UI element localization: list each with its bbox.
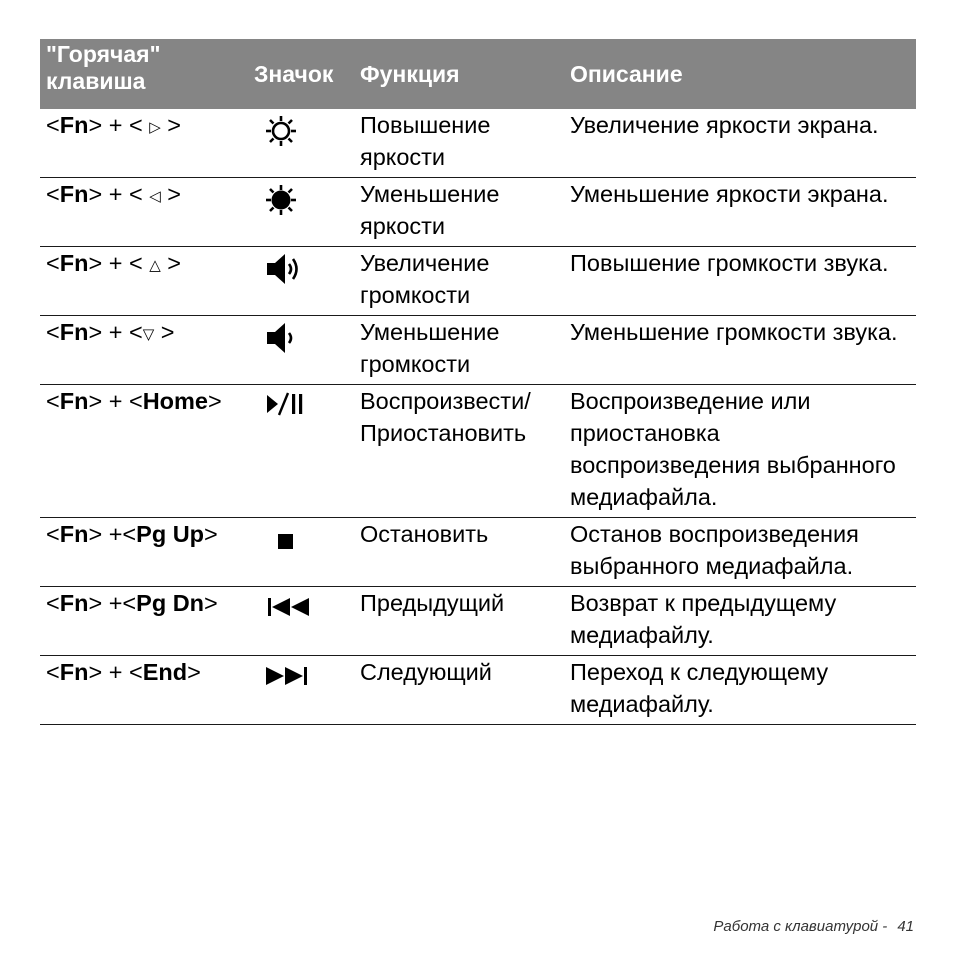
hotkey-cell [40, 518, 246, 587]
key-bracket: < [46, 388, 60, 414]
icon-cell [246, 385, 354, 518]
hotkey-cell [40, 316, 246, 385]
function-cell: Повышение яркости [360, 112, 491, 170]
description-cell: Переход к следующему медиафайлу. [570, 659, 829, 717]
header-hotkey [40, 39, 246, 109]
key-joiner: > +< [88, 521, 137, 547]
key-arrow: ▽ [142, 326, 155, 343]
key-bracket: < [46, 112, 60, 138]
key-joiner: > + < [88, 112, 150, 138]
key-fn: Fn [59, 590, 89, 616]
key-fn: Fn [59, 659, 89, 685]
hotkey-cell [40, 247, 246, 316]
key-bracket: < [46, 181, 60, 207]
footer-section: Работа с клавиатурой - [713, 918, 888, 935]
key-arrow: ◁ [149, 188, 161, 205]
table-row [40, 385, 916, 518]
volume-down-icon [266, 322, 354, 354]
hotkey-cell [40, 109, 246, 178]
table-row [40, 109, 916, 178]
function-cell: Остановить [360, 521, 489, 547]
table-header-row [40, 39, 916, 109]
key-fn: Fn [59, 388, 89, 414]
hotkey-table [40, 39, 916, 725]
key-joiner: > + < [88, 319, 143, 345]
previous-track-icon [266, 593, 354, 621]
brightness-up-icon [266, 115, 354, 147]
key-bracket-close: > [160, 181, 182, 207]
function-cell: Уменьшение громкости [360, 319, 500, 377]
key-bracket-close: > [204, 590, 218, 616]
function-cell: Уменьшение яркости [360, 181, 500, 239]
key-second: Pg Dn [136, 590, 205, 616]
key-joiner: > + < [88, 181, 150, 207]
brightness-down-icon [266, 184, 354, 216]
key-bracket: < [46, 319, 60, 345]
next-track-icon [266, 662, 354, 690]
key-bracket: < [46, 250, 60, 276]
icon-cell [246, 518, 354, 587]
page-number: 41 [897, 918, 914, 935]
key-second: End [142, 659, 188, 685]
page-footer [713, 918, 914, 935]
hotkey-cell [40, 587, 246, 656]
key-bracket-close: > [204, 521, 218, 547]
header-icon: Значок [254, 60, 334, 87]
hotkey-cell [40, 385, 246, 518]
function-cell: Следующий [360, 659, 492, 685]
table-row [40, 316, 916, 385]
key-bracket: < [46, 659, 60, 685]
description-cell: Повышение громкости звука. [570, 250, 889, 276]
description-cell: Уменьшение громкости звука. [570, 319, 898, 345]
description-cell: Останов воспроизведения выбранного медиафайла. [570, 521, 859, 579]
key-bracket: < [46, 521, 60, 547]
key-bracket: < [46, 590, 60, 616]
hotkey-cell [40, 656, 246, 725]
key-fn: Fn [59, 250, 89, 276]
key-joiner: > + < [88, 388, 143, 414]
table-row [40, 178, 916, 247]
icon-cell [246, 316, 354, 385]
header-description: Описание [570, 60, 683, 87]
icon-cell [246, 247, 354, 316]
play-pause-icon [266, 391, 354, 419]
header-hotkey-line1: "Горячая" [46, 41, 161, 67]
description-cell: Увеличение яркости экрана. [570, 112, 879, 138]
key-joiner: > + < [88, 659, 143, 685]
table-row [40, 247, 916, 316]
key-arrow: △ [149, 257, 161, 274]
key-joiner: > +< [88, 590, 137, 616]
description-cell: Воспроизведение или приостановка воспроизведения выбранного медиафайла. [570, 388, 896, 510]
key-fn: Fn [59, 521, 89, 547]
key-joiner: > + < [88, 250, 150, 276]
table-row [40, 656, 916, 725]
key-fn: Fn [59, 181, 89, 207]
key-arrow: ▷ [149, 119, 161, 136]
header-function: Функция [360, 60, 460, 87]
stop-icon [266, 524, 354, 554]
key-fn: Fn [59, 319, 89, 345]
volume-up-icon [266, 253, 354, 285]
hotkey-cell [40, 178, 246, 247]
key-bracket-close: > [187, 659, 201, 685]
function-cell: Воспроизвести/ Приостановить [360, 388, 531, 446]
table-row [40, 587, 916, 656]
table-row [40, 518, 916, 587]
icon-cell [246, 178, 354, 247]
icon-cell [246, 656, 354, 725]
key-bracket-close: > [160, 250, 182, 276]
description-cell: Уменьшение яркости экрана. [570, 181, 889, 207]
icon-cell [246, 109, 354, 178]
key-second: Pg Up [136, 521, 205, 547]
description-cell: Возврат к предыдущему медиафайлу. [570, 590, 837, 648]
header-hotkey-line2: клавиша [46, 68, 146, 94]
key-bracket-close: > [160, 112, 182, 138]
key-bracket-close: > [154, 319, 175, 345]
icon-cell [246, 587, 354, 656]
key-bracket-close: > [207, 388, 222, 414]
function-cell: Увеличение громкости [360, 250, 490, 308]
key-fn: Fn [59, 112, 89, 138]
function-cell: Предыдущий [360, 590, 505, 616]
key-second: Home [142, 388, 208, 414]
